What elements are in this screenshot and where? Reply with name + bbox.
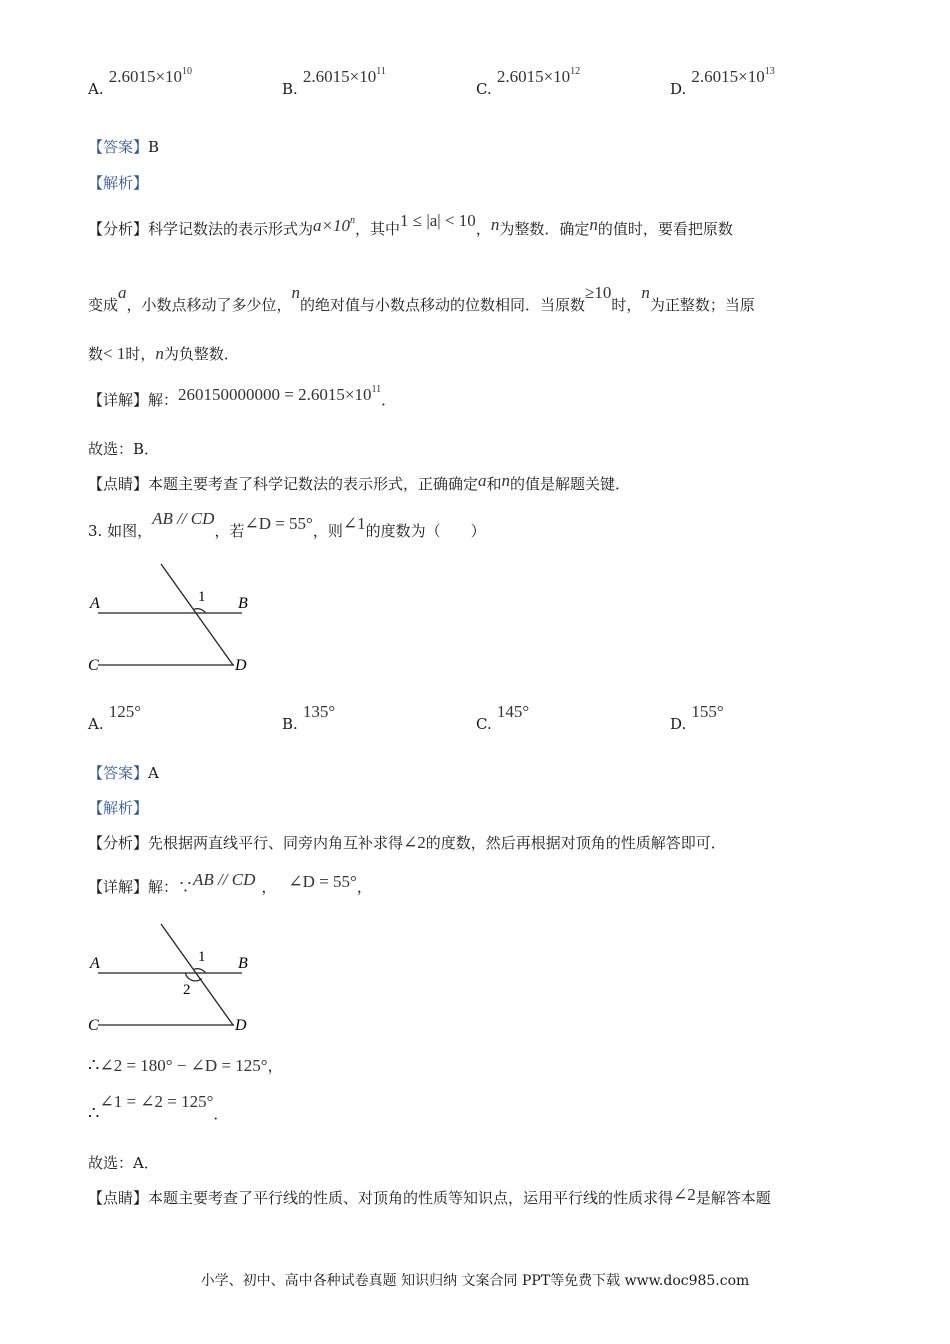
label-d: D	[235, 1017, 247, 1034]
q2-analysis-tag: 【解析】	[88, 174, 149, 192]
label-c: C	[88, 657, 99, 674]
q3-choose: 故选：A．	[88, 1154, 159, 1172]
q2-comment: 【点睛】本题主要考查了科学记数法的表示形式，正确确定a和n的值是解题关键．	[88, 471, 631, 493]
label-c: C	[88, 1017, 99, 1034]
label-angle-2: 2	[183, 982, 191, 998]
label-b: B	[238, 955, 248, 972]
q2-option-a: A. $2.6015\times 10^{10}$	[88, 66, 193, 98]
label-a: A	[90, 595, 100, 612]
q3-detail: 【详解】解：∵AB // CD ， ∠D = 55°，	[88, 870, 372, 896]
q3-stem: 3. 如图，AB // CD，若∠D = 55°，则∠1的度数为（ ）	[88, 509, 486, 540]
label-d: D	[235, 657, 247, 674]
transversal	[161, 924, 233, 1025]
q2-fenxi-line3: 数< 1时，n为负整数．	[88, 344, 239, 363]
q3-answer: 【答案】A	[88, 764, 159, 782]
q2-detail: 【详解】解：$260150000000 = 2.6015\times 10^{11}$．	[88, 384, 397, 409]
q3-step1: ∴∠2 = 180° − ∠D = 125°，	[88, 1055, 283, 1076]
q3-fenxi: 【分析】先根据两直线平行、同旁内角互补求得∠2的度数，然后再根据对顶角的性质解答即可．	[88, 833, 726, 852]
label-a: A	[90, 955, 100, 972]
label-angle-1: 1	[198, 949, 206, 965]
q3-option-a: A. 125°	[88, 702, 142, 733]
q2-answer: 【答案】B	[88, 138, 160, 156]
q2-choose: 故选：B．	[88, 440, 160, 458]
transversal	[161, 564, 233, 665]
q3-option-d: D. 155°	[670, 702, 724, 733]
q3-option-c: C. 145°	[476, 702, 530, 733]
q3-figure-2	[80, 915, 280, 1045]
q2-fenxi-line1: 【分析】科学记数法的表示形式为$a\times 10^n$，其中1 ≤ |a| < 10，n为整数．确定n的值时，要看把原数	[88, 211, 733, 238]
q3-option-b: B. 135°	[282, 702, 336, 733]
q2-fenxi-line2: 变成a，小数点移动了多少位，n的绝对值与小数点移动的位数相同．当原数≥10时，n为正整数；当原	[88, 283, 755, 314]
q3-step2: ∴∠1 = ∠2 = 125°．	[88, 1092, 229, 1124]
q3-comment: 【点睛】本题主要考查了平行线的性质、对顶角的性质等知识点，运用平行线的性质求得∠2是解答本题	[88, 1185, 771, 1207]
q3-analysis-tag: 【解析】	[88, 799, 149, 817]
label-angle-1: 1	[198, 589, 206, 605]
page-footer: 小学、初中、高中各种试卷真题 知识归纳 文案合同 PPT等免费下载 www.doc985.com	[200, 1273, 750, 1289]
q2-option-d: D. $2.6015\times 10^{13}$	[670, 66, 775, 98]
label-b: B	[238, 595, 248, 612]
q2-option-b: B. $2.6015\times 10^{11}$	[282, 66, 386, 98]
q2-option-c: C. $2.6015\times 10^{12}$	[476, 66, 581, 98]
q3-figure-1	[80, 555, 280, 685]
